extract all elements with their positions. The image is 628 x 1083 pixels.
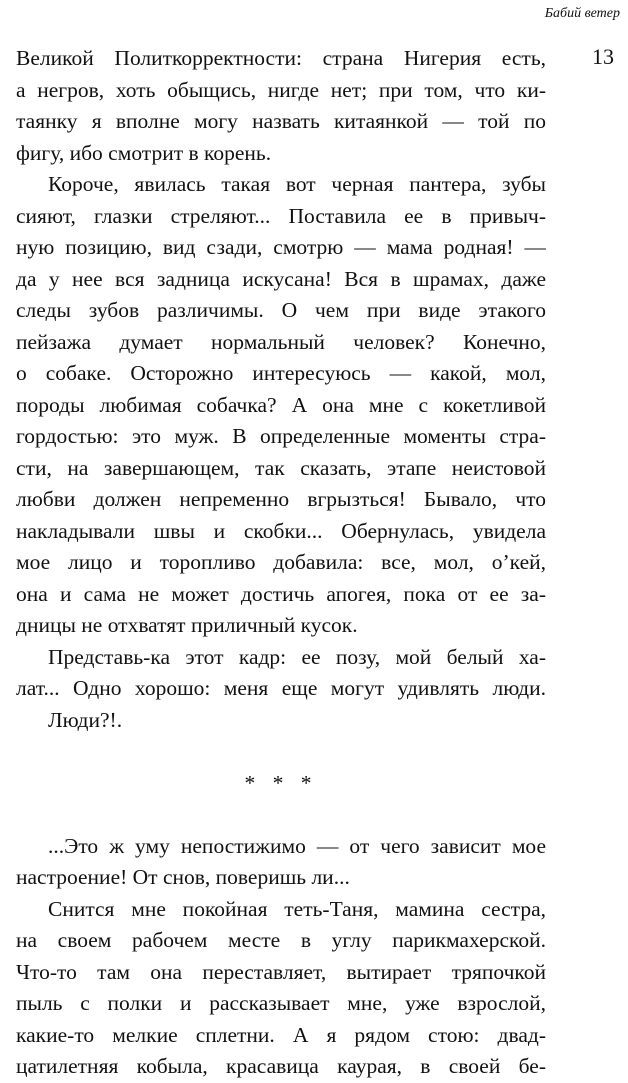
text-line: Что-то там она переставляет, вытирает тряпочкой bbox=[16, 959, 546, 984]
text-line: а негров, хоть обыщись, нигде нет; при том, что ки- bbox=[16, 77, 546, 102]
text-line: какие-то мелкие сплетни. А я рядом стою: двад- bbox=[16, 1022, 546, 1047]
text-line: дницы не отхватят приличный кусок. bbox=[16, 613, 358, 637]
text-line: накладывали швы и скобки... Обернулась, увидела bbox=[16, 518, 546, 543]
section-divider: * * * bbox=[244, 770, 318, 795]
text-line: ную позицию, вид сзади, смотрю — мама родная! — bbox=[16, 235, 546, 259]
text-line: Короче, явилась такая вот черная пантера, зубы bbox=[48, 172, 546, 196]
text-line: Представь-ка этот кадр: ее позу, мой белый ха- bbox=[48, 644, 546, 669]
main-text bbox=[16, 43, 546, 1083]
text-line: породы любимая собачка? А она мне с кокетливой bbox=[16, 392, 546, 417]
text-line: таянку я вполне могу назвать китаянкой — той по bbox=[16, 109, 546, 133]
text-line: Снится мне покойная теть-Таня, мамина сестра, bbox=[48, 896, 546, 921]
text-line: пейзажа думает нормальный человек? Конечно, bbox=[16, 329, 546, 354]
blank-line bbox=[16, 799, 546, 831]
text-line: Великой Политкорректности: страна Нигерия есть, bbox=[16, 46, 546, 70]
text-line: настроение! От снов, поверишь ли... bbox=[16, 865, 350, 889]
running-head-title: Бабий ветер bbox=[544, 6, 620, 21]
text-line: фигу, ибо смотрит в корень. bbox=[16, 140, 272, 165]
text-line: мое лицо и торопливо добавила: все, мол, о’кей, bbox=[16, 550, 546, 574]
text-line: любви должен непременно вгрызться! Бывало, что bbox=[16, 487, 546, 511]
text-line: сияют, глазки стреляют... Поставила ее в привыч- bbox=[16, 203, 546, 228]
text-line: она и сама не может достичь апогея, пока от ее за- bbox=[16, 581, 546, 606]
text-line: цатилетняя кобыла, красавица каурая, в своей бе- bbox=[16, 1054, 546, 1078]
text-line: Люди?!. bbox=[48, 707, 123, 732]
text-line: ...Это ж уму непостижимо — от чего зависит мое bbox=[48, 833, 546, 858]
text-line: следы зубов различимы. О чем при виде этакого bbox=[16, 298, 546, 322]
text-line: о собаке. Осторожно интересуюсь — какой, мол, bbox=[16, 361, 546, 385]
text-line: на своем рабочем месте в углу парикмахерской. bbox=[16, 928, 546, 952]
text-line: сти, на завершающем, так сказать, этапе неистовой bbox=[16, 455, 546, 480]
blank-line bbox=[16, 736, 546, 768]
text-line: пыль с полки и рассказывает мне, уже взрослой, bbox=[16, 991, 546, 1015]
text-line: да у нее вся задница искусана! Вся в шрамах, даже bbox=[16, 266, 546, 291]
text-line: гордостью: это муж. В определенные моменты стра- bbox=[16, 424, 546, 448]
text-line: лат... Одно хорошо: меня еще могут удивлять люди. bbox=[16, 676, 546, 700]
page-number: 13 bbox=[592, 44, 614, 69]
